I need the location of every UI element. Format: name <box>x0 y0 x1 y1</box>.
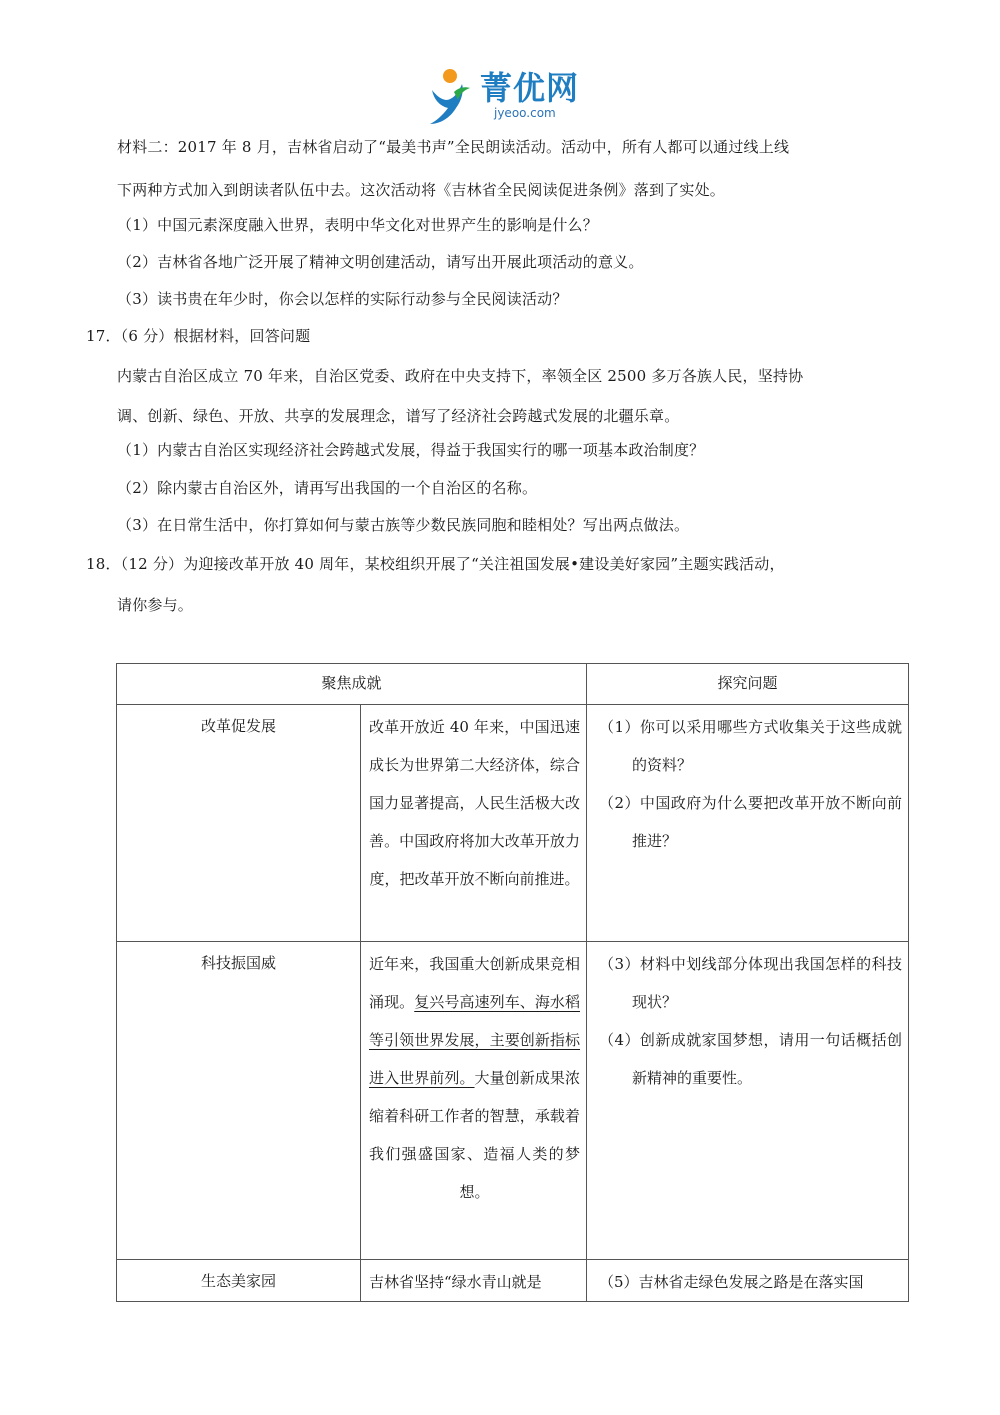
row-text <box>361 1260 587 1302</box>
jyeoo-logo-icon <box>424 66 480 126</box>
q18-header-line1: 18．（12 分）为迎接改革开放 40 周年，某校组织开展了“关注祖国发展•建设美好家园”主题实践活动， <box>86 555 785 573</box>
logo-brand-text: 菁优网 <box>480 69 580 107</box>
table-header-row <box>117 664 909 705</box>
row-topic: 科技振国威 <box>117 942 361 1260</box>
logo-domain-text: jyeoo.com <box>494 106 556 120</box>
question-2: （2）中国政府为什么要把改革开放不断向前推进？ <box>599 794 903 850</box>
text-after: 大量创新成果浓缩着科研工作者的智慧，承载着我们强盛国家、造福人类的梦想。 <box>369 1069 581 1201</box>
jyeoo-logo <box>424 66 584 126</box>
row-text-body: 吉林省坚持“绿水青山就是 <box>369 1273 542 1291</box>
text-before: 近年来，我国重大创新成果竞相涌现。 <box>369 955 581 1011</box>
question-3: （3）材料中划线部分体现出我国怎样的科技现状？ <box>599 955 903 1011</box>
row-text-body: 改革开放近 40 年来，中国迅速成长为世界第二大经济体，综合国力显著提高，人民生活极大改善。中国政府将加大改革开放力度，把改革开放不断向前推进。 <box>369 718 581 888</box>
row-text <box>361 705 587 942</box>
table-row <box>117 1260 909 1302</box>
q17-material-line2: 调、创新、绿色、开放、共享的发展理念，谱写了经济社会跨越式发展的北疆乐章。 <box>117 407 680 425</box>
material2-line1: 材料二：2017 年 8 月，吉林省启动了“最美书声”全民朗读活动。活动中，所有人都可以通过线上线 <box>117 138 790 156</box>
q16-sub1: （1）中国元素深度融入世界，表明中华文化对世界产生的影响是什么？ <box>117 216 598 234</box>
q17-sub1: （1）内蒙古自治区实现经济社会跨越式发展，得益于我国实行的哪一项基本政治制度？ <box>117 441 705 459</box>
question-5: （5）吉林省走绿色发展之路是在落实国 <box>599 1273 864 1291</box>
row-questions <box>587 705 909 942</box>
question-1: （1）你可以采用哪些方式收集关于这些成就的资料？ <box>599 718 903 774</box>
row-topic: 生态美家园 <box>117 1260 361 1302</box>
row-questions <box>587 942 909 1260</box>
q17-sub2: （2）除内蒙古自治区外，请再写出我国的一个自治区的名称。 <box>117 479 538 497</box>
header-explore: 探究问题 <box>587 664 909 705</box>
header-focus: 聚焦成就 <box>117 664 587 705</box>
q18-header-line2: 请你参与。 <box>117 596 194 614</box>
row-questions <box>587 1260 909 1302</box>
q17-sub3: （3）在日常生活中，你打算如何与蒙古族等少数民族同胞和睦相处？写出两点做法。 <box>117 516 690 534</box>
row-text <box>361 942 587 1260</box>
material2-line2: 下两种方式加入到朗读者队伍中去。这次活动将《吉林省全民阅读促进条例》落到了实处。 <box>117 181 726 199</box>
table-row <box>117 942 909 1260</box>
underlined-text: 复兴号高速列车、海水稻等引领世界发展，主要创新指标进入世界前列。 <box>369 993 581 1087</box>
activity-table <box>116 663 909 1302</box>
q17-header: 17．（6 分）根据材料，回答问题 <box>86 327 311 345</box>
q17-material-line1: 内蒙古自治区成立 70 年来，自治区党委、政府在中央支持下，率领全区 2500 多万各族人民，坚持协 <box>117 367 804 385</box>
q16-sub3: （3）读书贵在年少时，你会以怎样的实际行动参与全民阅读活动？ <box>117 290 568 308</box>
q16-sub2: （2）吉林省各地广泛开展了精神文明创建活动，请写出开展此项活动的意义。 <box>117 253 644 271</box>
table-row <box>117 705 909 942</box>
question-4: （4）创新成就家国梦想，请用一句话概括创新精神的重要性。 <box>599 1031 903 1087</box>
row-topic: 改革促发展 <box>117 705 361 942</box>
row-text-body <box>369 945 580 1211</box>
